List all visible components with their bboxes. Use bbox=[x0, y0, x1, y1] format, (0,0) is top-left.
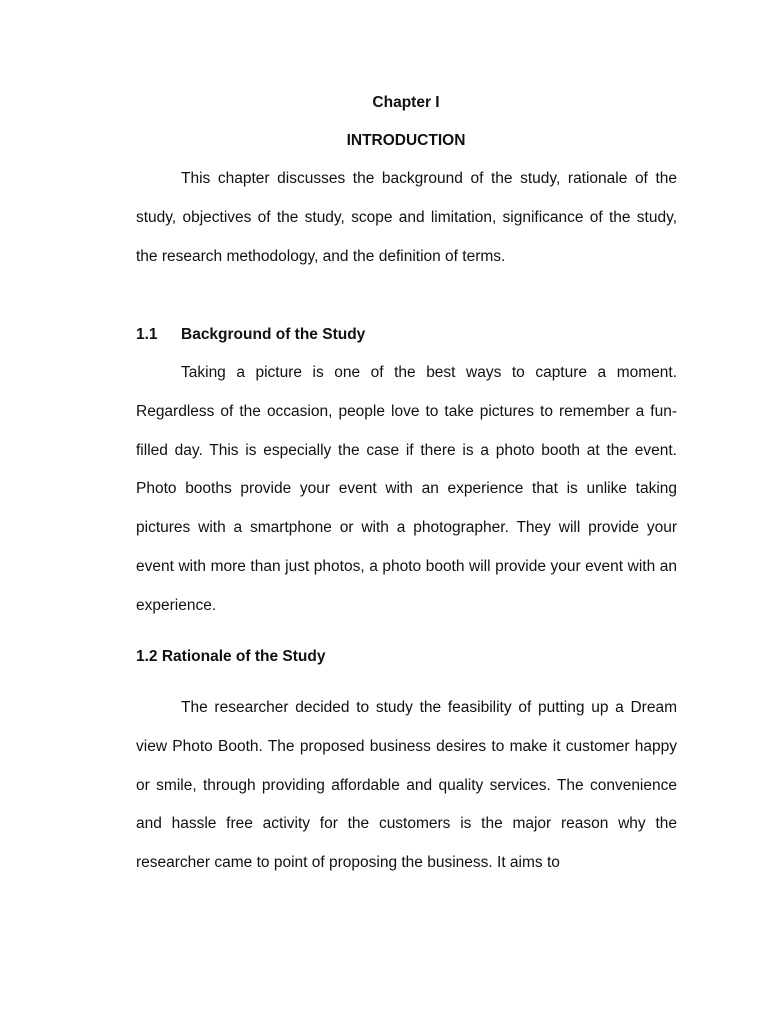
section-heading-background bbox=[136, 325, 365, 345]
chapter-title: INTRODUCTION bbox=[346, 132, 466, 149]
background-paragraph: Taking a picture is one of the best ways to capture a moment. Regardless of the occasion, people love to take pictures to remember a fun-filled day. This is especially the case if there is a photo booth at the event. Photo booths provide your event with an experience that is unlike taking pictures with a smartphone or with a photographer. They will provide your event with more than just photos, a photo booth will provide your event with an experience. bbox=[136, 364, 677, 614]
section-title: Background of the Study bbox=[181, 326, 366, 343]
chapter-label: Chapter I bbox=[372, 94, 440, 111]
section-number: 1.1 bbox=[136, 326, 158, 343]
rationale-paragraph: The researcher decided to study the feasibility of putting up a Dream view Photo Booth. The proposed business desires to make it customer happy or smile, through providing affordable and quality services. The convenience and hassle free activity for the customers is the major reason why the researcher came to point of proposing the business. It aims to bbox=[136, 699, 677, 872]
section-heading-rationale: 1.2 Rationale of the Study bbox=[136, 648, 326, 665]
intro-paragraph: This chapter discusses the background of the study, rationale of the study, objectives of the study, scope and limitation, significance of the study, the research methodology, and the definition of terms. bbox=[136, 170, 677, 265]
